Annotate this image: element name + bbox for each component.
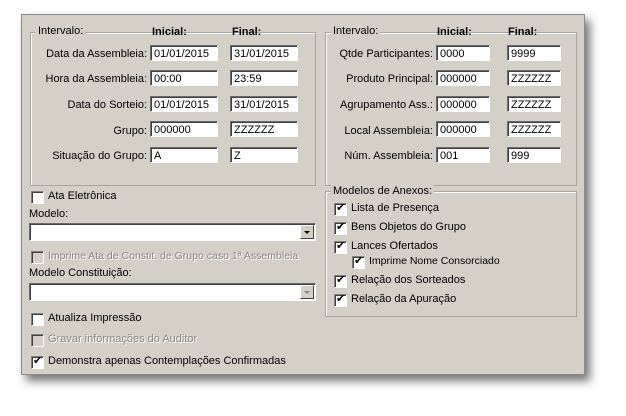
label-grupo: Grupo:: [113, 125, 147, 137]
label-data-assembleia: Data da Assembleia:: [46, 48, 147, 60]
gravar-informacoes-label[interactable]: Gravar informações do Auditor: [48, 333, 198, 345]
right-col-inicial-header: Inicial:: [437, 26, 472, 38]
qtde-participantes-final[interactable]: 9999: [507, 45, 561, 61]
left-col-inicial-header: Inicial:: [152, 26, 187, 38]
imprime-ata-label[interactable]: Imprime Ata de Constit. de Grupo caso 1ª Assembleia: [48, 250, 299, 262]
data-sorteio-inicial[interactable]: 01/01/2015: [150, 96, 218, 112]
agrupamento-ass-final[interactable]: ZZZZZZ: [507, 96, 561, 112]
situacao-grupo-final[interactable]: Z: [230, 147, 298, 163]
atualiza-impressao-checkbox[interactable]: [31, 313, 44, 326]
label-num-assembleia: Núm. Assembleia:: [344, 150, 433, 162]
modelo-label: Modelo:: [29, 208, 69, 220]
local-assembleia-final[interactable]: ZZZZZZ: [507, 121, 561, 137]
lances-ofertados-checkbox[interactable]: [334, 241, 347, 254]
gravar-informacoes-checkbox[interactable]: [31, 334, 44, 347]
demonstra-apenas-check-icon: ✔: [33, 355, 43, 367]
relacao-apuracao-label[interactable]: Relação da Apuração: [351, 293, 457, 305]
modelo-constituicao-dropdown-button[interactable]: [300, 285, 314, 299]
data-sorteio-final[interactable]: 31/01/2015: [230, 96, 298, 112]
bens-objetos-label[interactable]: Bens Objetos do Grupo: [351, 221, 466, 233]
situacao-grupo-inicial[interactable]: A: [150, 147, 218, 163]
left-col-final-header: Final:: [232, 26, 262, 38]
grupo-final[interactable]: ZZZZZZ: [230, 121, 298, 137]
label-situacao-grupo: Situação do Grupo:: [52, 150, 147, 162]
label-agrupamento-ass: Agrupamento Ass.:: [340, 99, 433, 111]
qtde-participantes-inicial[interactable]: 0000: [436, 45, 490, 61]
modelos-anexos-title: Modelos de Anexos:: [333, 185, 433, 197]
label-produto-principal: Produto Principal:: [346, 73, 433, 85]
lista-presenca-checkbox[interactable]: [334, 203, 347, 216]
lances-ofertados-check-icon: ✔: [336, 240, 346, 252]
lista-presenca-label[interactable]: Lista de Presença: [351, 202, 440, 214]
interval-group-left-title: Intervalo:: [38, 25, 84, 37]
relacao-sorteados-label[interactable]: Relação dos Sorteados: [351, 274, 466, 286]
produto-principal-final[interactable]: ZZZZZZ: [507, 70, 561, 86]
modelo-select[interactable]: [29, 223, 316, 241]
data-assembleia-inicial[interactable]: 01/01/2015: [150, 45, 218, 61]
imprime-nome-consorciado-checkbox[interactable]: [352, 256, 365, 269]
grupo-inicial[interactable]: 000000: [150, 121, 218, 137]
chevron-down-icon: [304, 291, 310, 294]
num-assembleia-final[interactable]: 999: [507, 147, 561, 163]
lances-ofertados-label[interactable]: Lances Ofertados: [351, 240, 438, 252]
produto-principal-inicial[interactable]: 000000: [436, 70, 490, 86]
demonstra-apenas-label[interactable]: Demonstra apenas Contemplações Confirmadas: [48, 355, 286, 367]
local-assembleia-inicial[interactable]: 000000: [436, 121, 490, 137]
agrupamento-ass-inicial[interactable]: 000000: [436, 96, 490, 112]
modelo-dropdown-button[interactable]: [300, 225, 314, 239]
label-hora-assembleia: Hora da Assembleia:: [45, 73, 147, 85]
relacao-sorteados-checkbox[interactable]: [334, 275, 347, 288]
options-panel: [21, 14, 585, 375]
ata-eletronica-checkbox[interactable]: [31, 191, 44, 204]
atualiza-impressao-label[interactable]: Atualiza Impressão: [48, 312, 142, 324]
label-qtde-participantes: Qtde Participantes:: [339, 48, 433, 60]
interval-group-right-title: Intervalo:: [333, 25, 379, 37]
ata-eletronica-label[interactable]: Ata Eletrônica: [48, 190, 117, 202]
bens-objetos-checkbox[interactable]: [334, 222, 347, 235]
num-assembleia-inicial[interactable]: 001: [436, 147, 490, 163]
relacao-apuracao-check-icon: ✔: [336, 293, 346, 305]
imprime-ata-checkbox[interactable]: [31, 251, 44, 264]
relacao-apuracao-checkbox[interactable]: [334, 294, 347, 307]
label-data-sorteio: Data do Sorteio:: [67, 99, 147, 111]
modelo-constituicao-select[interactable]: [29, 283, 316, 301]
right-col-final-header: Final:: [508, 26, 538, 38]
modelo-constituicao-label: Modelo Constituição:: [29, 267, 132, 279]
lista-presenca-check-icon: ✔: [336, 202, 346, 214]
demonstra-apenas-checkbox[interactable]: [31, 356, 44, 369]
bens-objetos-check-icon: ✔: [336, 221, 346, 233]
data-assembleia-final[interactable]: 31/01/2015: [230, 45, 298, 61]
hora-assembleia-final[interactable]: 23:59: [230, 70, 298, 86]
hora-assembleia-inicial[interactable]: 00:00: [150, 70, 218, 86]
imprime-nome-consorciado-check-icon: ✔: [354, 255, 364, 267]
label-local-assembleia: Local Assembleia:: [344, 125, 433, 137]
imprime-nome-consorciado-label[interactable]: Imprime Nome Consorciado: [369, 255, 500, 267]
relacao-sorteados-check-icon: ✔: [336, 274, 346, 286]
chevron-down-icon: [304, 231, 310, 234]
